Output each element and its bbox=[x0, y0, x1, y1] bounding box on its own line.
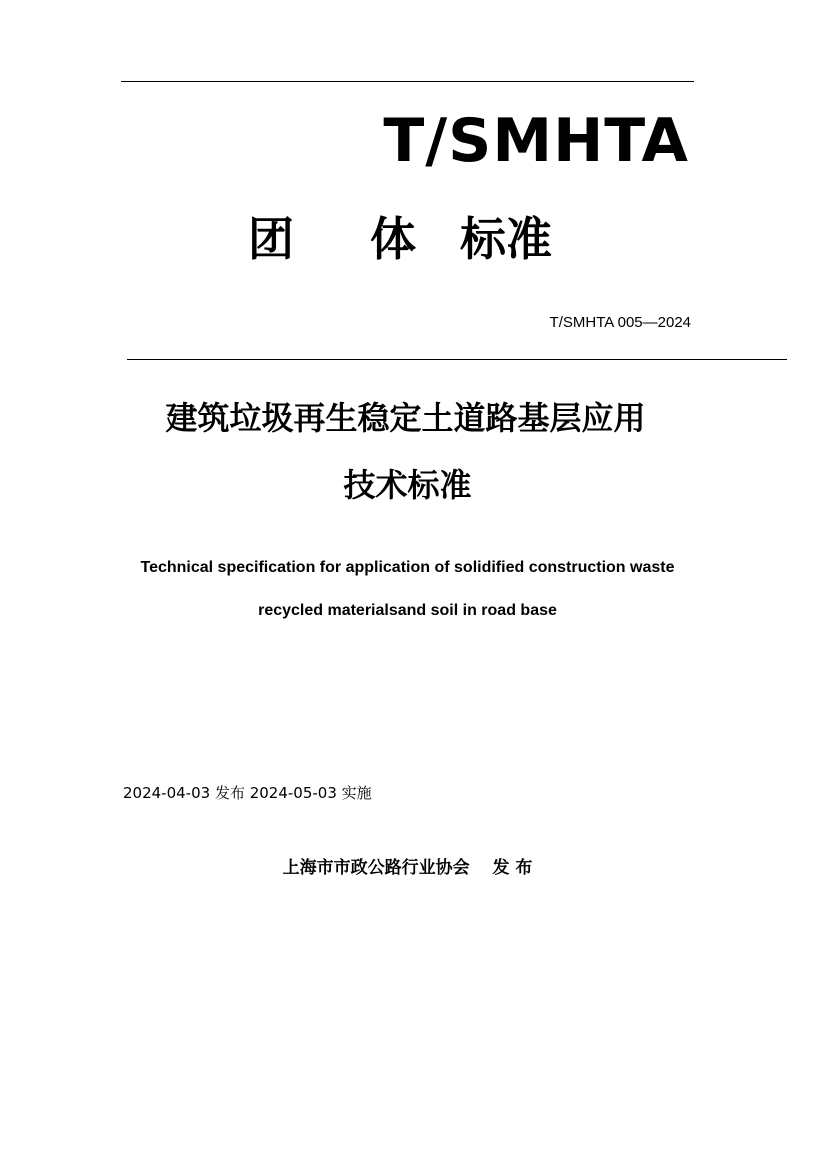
middle-rule bbox=[127, 359, 787, 360]
standard-type bbox=[248, 210, 552, 268]
issue-implement-dates: 2024-04-03 发布 2024-05-03 实施 bbox=[123, 784, 372, 802]
publisher: 上海市市政公路行业协会 发 布 bbox=[282, 858, 533, 878]
title-en-line-1: Technical specification for application of solidified construction waste bbox=[140, 559, 675, 576]
title-cn-line-1: 建筑垃圾再生稳定土道路基层应用 bbox=[165, 399, 646, 437]
standard-type-char-3: 标准 bbox=[460, 212, 552, 266]
title-en-line-2: recycled materialsand soil in road base bbox=[258, 602, 557, 619]
standard-number: T/SMHTA 005—2024 bbox=[549, 314, 691, 331]
standard-type-char-1: 团 bbox=[248, 212, 294, 266]
title-cn-line-2: 技术标准 bbox=[343, 466, 472, 504]
org-code: T/SMHTA bbox=[383, 106, 689, 176]
standard-type-char-2: 体 bbox=[370, 212, 416, 266]
top-rule bbox=[121, 81, 694, 82]
